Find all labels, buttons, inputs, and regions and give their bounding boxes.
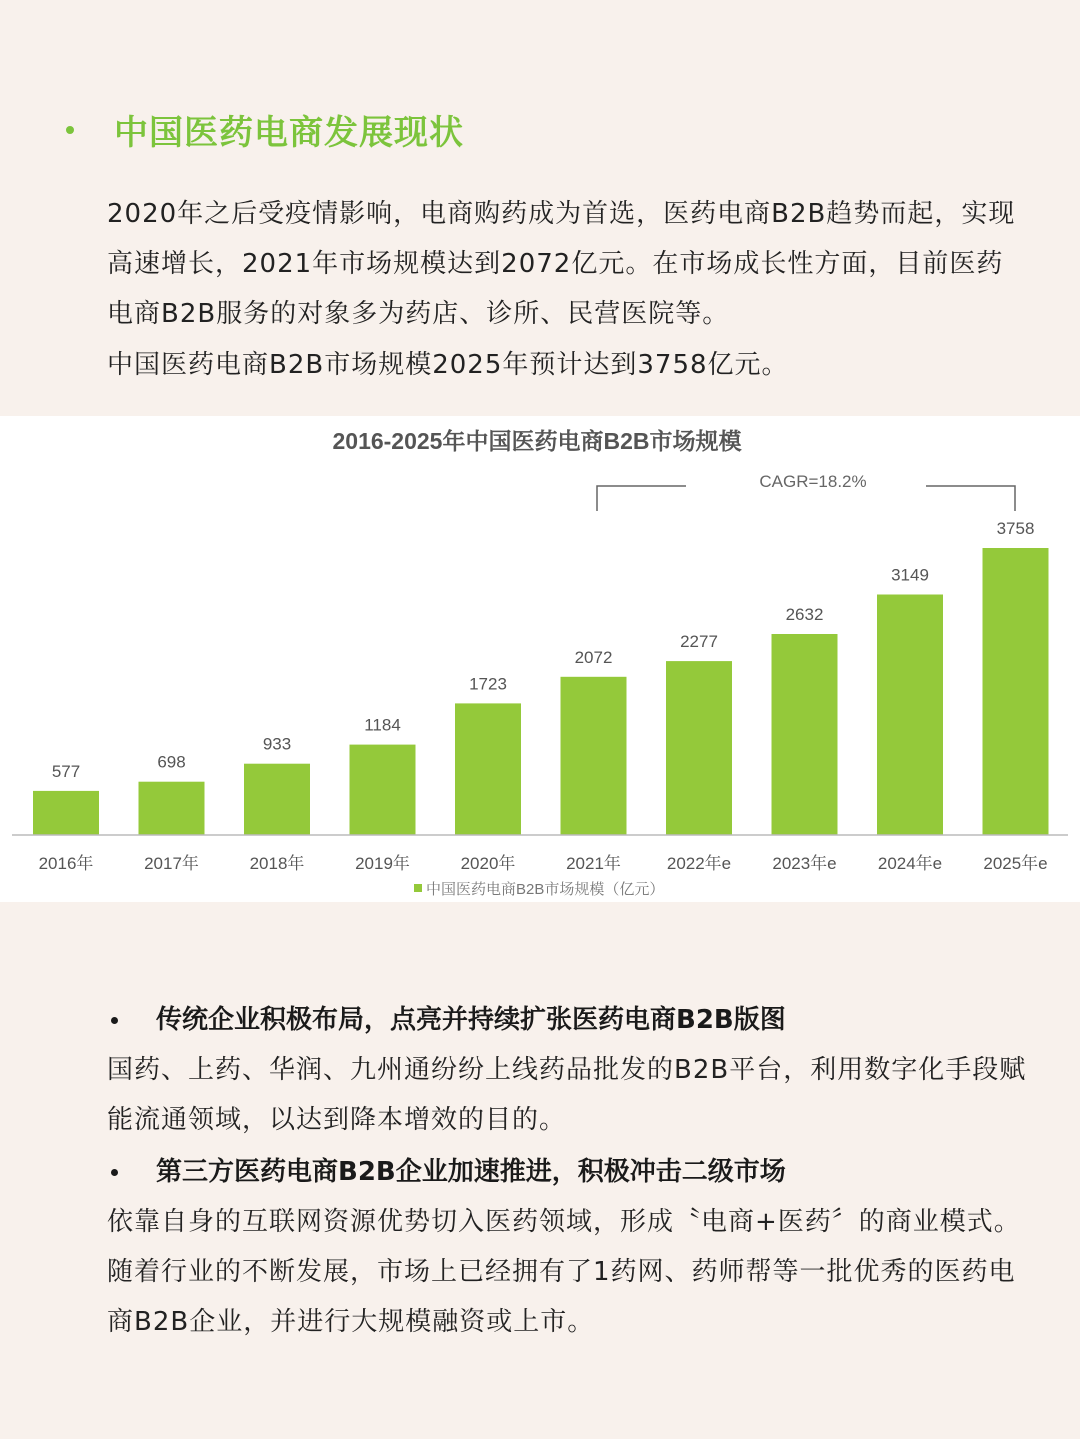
bar [33,791,99,835]
bullet-dot-icon [66,126,74,134]
cagr-bracket-left [597,486,686,511]
chart-title: 2016-2025年中国医药电商B2B市场规模 [332,428,742,454]
bar [666,661,732,835]
data-label: 2072 [574,647,613,667]
data-label: 1184 [364,715,401,735]
x-tick-label: 2020年 [460,854,516,873]
bar [139,782,205,835]
legend-swatch [414,884,422,892]
x-tick-label: 2021年 [566,854,621,873]
bullet-dot-icon [111,1169,118,1176]
bullet-dot-icon [111,1017,118,1024]
page-title: 中国医药电商发展现状 [114,113,464,153]
bullet-text-1: 国药、上药、华润、九州通纷纷上线药品批发的B2B平台，利用数字化手段赋能流通领域，以达到降本增效的目的。 [107,1055,1027,1135]
x-tick-label: 2018年 [249,854,305,873]
data-label: 933 [262,734,292,754]
cagr-bracket-right [926,486,1015,511]
bullet-heading-2: 第三方医药电商B2B企业加速推进，积极冲击二级市场 [156,1157,786,1187]
bar [877,595,943,836]
x-tick-label: 2025年e [983,854,1048,873]
bullet-heading-1: 传统企业积极布局，点亮并持续扩张医药电商B2B版图 [156,1005,786,1035]
bullet-heading-1-row [107,995,1027,1045]
x-tick-label: 2017年 [144,854,199,873]
intro-paragraph: 2020年之后受疫情影响，电商购药成为首选，医药电商B2B趋势而起，实现高速增长，2021年市场规模达到2072亿元。在市场成长性方面，目前医药电商B2B服务的对象多为药店、诊所、民营医院等。 [107,199,1016,329]
forecast-paragraph: 中国医药电商B2B市场规模2025年预计达到3758亿元。 [107,350,789,380]
bar [244,764,310,835]
data-label: 698 [157,752,186,772]
x-tick-label: 2023年e [772,854,837,873]
x-tick-label: 2016年 [38,854,94,873]
data-label: 2277 [680,632,718,652]
bar [561,677,627,835]
section-heading [66,105,464,154]
data-label: 1723 [469,674,507,694]
data-label: 2632 [785,605,824,624]
bar [350,745,416,835]
x-tick-label: 2024年e [877,854,943,873]
data-label: 3758 [996,519,1035,538]
bars-group [33,519,1049,835]
bar [455,703,521,835]
data-label: 577 [51,761,81,781]
bar-chart [0,416,1080,902]
data-label: 3149 [891,565,929,585]
x-tick-label: 2022年e [666,854,732,873]
bullet-section-1 [107,995,1027,1145]
cagr-annotation [597,472,1015,511]
bullet-text-2: 依靠自身的互联网资源优势切入医药领域，形成〝电商+医药〞的商业模式。随着行业的不断发展，市场上已经拥有了1药网、药师帮等一批优秀的医药电商B2B企业，并进行大规模融资或上市。 [107,1207,1021,1337]
bar [772,634,838,835]
x-tick-label: 2019年 [355,854,410,873]
legend [414,880,664,898]
bar [983,548,1049,835]
legend-label: 中国医药电商B2B市场规模（亿元） [426,881,665,898]
chart-panel [0,416,1080,902]
bullet-section-2 [107,1147,1027,1347]
cagr-label: CAGR=18.2% [759,472,867,491]
bullet-heading-2-row [107,1147,1027,1197]
